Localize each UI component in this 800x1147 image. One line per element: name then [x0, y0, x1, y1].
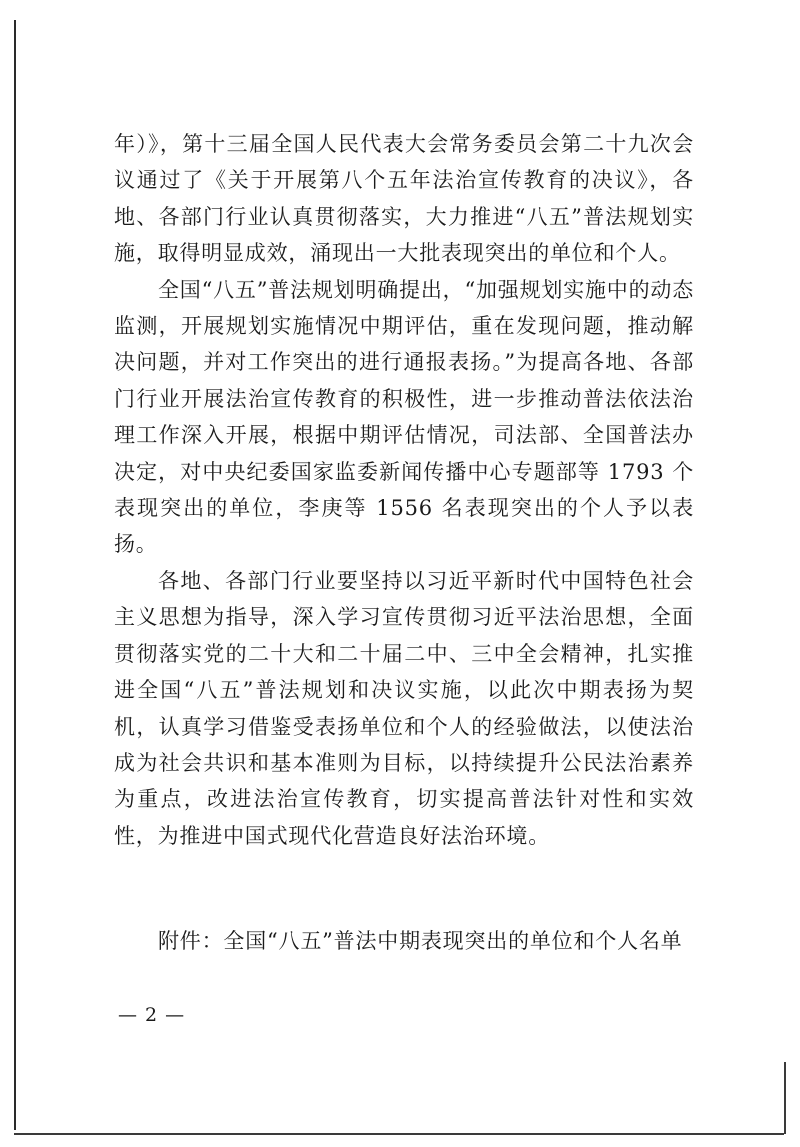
document-body [114, 126, 694, 854]
paragraph-plan-requirement: 全国“八五”普法规划明确提出，“加强规划实施中的动态监测，开展规划实施情况中期评估，重在发现问题，推动解决问题，并对工作突出的进行通报表扬。”为提高各地、各部门行业开展法治宣传教育的积极性，进一步推动普法依法治理工作深入开展，根据中期评估情况，司法部、全国普法办决定，对中央纪委国家监委新闻传播中心专题部等 1793 个表现突出的单位，李庚等 1556 名表现突出的个人予以表扬。 [114, 277, 695, 557]
page-number: — 2 — [118, 1004, 186, 1026]
page-right-edge [784, 1062, 786, 1134]
paragraph-continuation: 年）》，第十三届全国人民代表大会常务委员会第二十九次会议通过了《关于开展第八个五年法治宣传教育的决议》，各地、各部门行业认真贯彻落实，大力推进“八五”普法规划实施，取得明显成效，涌现出一大批表现突出的单位和个人。 [114, 132, 694, 266]
attachment-line: 附件：全国“八五”普法中期表现突出的单位和个人名单 [158, 929, 683, 953]
paragraph-instructions: 各地、各部门行业要坚持以习近平新时代中国特色社会主义思想为指导，深入学习宣传贯彻习近平法治思想，全面贯彻落实党的二十大和二十届二中、三中全会精神，扎实推进全国“八五”普法规划和决议实施，以此次中期表扬为契机，认真学习借鉴受表扬单位和个人的经验做法，以使法治成为社会共识和基本准则为目标，以持续提升公民法治素养为重点，改进法治宣传教育，切实提高普法针对性和实效性，为推进中国式现代化营造良好法治环境。 [114, 568, 694, 848]
binding-line [14, 20, 16, 1130]
page-bottom-edge [14, 1133, 784, 1135]
